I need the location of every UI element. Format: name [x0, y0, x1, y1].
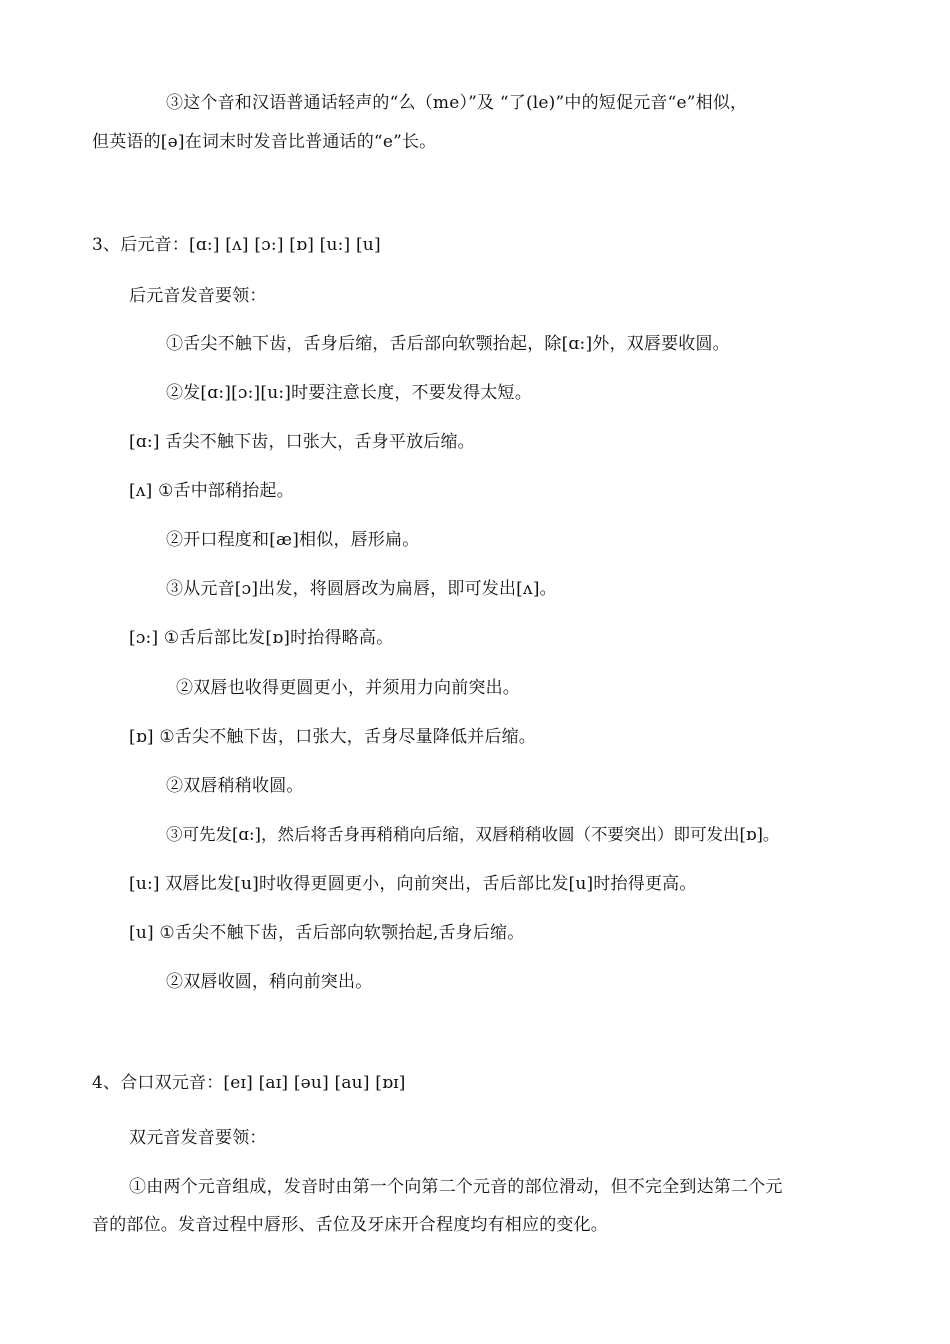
paragraph-line: ②双唇稍稍收圆。 — [166, 776, 304, 796]
paragraph-line: ③这个音和汉语普通话轻声的“么（me）”及 “了(le)”中的短促元音“e”相似， — [166, 93, 748, 113]
subheading: 双元音发音要领： — [129, 1128, 267, 1148]
paragraph-line: 但英语的[ə]在词末时发音比普通话的“e”长。 — [92, 132, 437, 152]
paragraph-line: 音的部位。发音过程中唇形、舌位及牙床开合程度均有相应的变化。 — [92, 1215, 608, 1235]
paragraph-line: ②双唇收圆，稍向前突出。 — [166, 972, 373, 992]
paragraph-line: ②双唇也收得更圆更小，并须用力向前突出。 — [176, 678, 520, 698]
paragraph-line: ①由两个元音组成，发音时由第一个向第二个元音的部位滑动，但不完全到达第二个元 — [129, 1177, 783, 1197]
paragraph-line: [ɔ:] ①舌后部比发[ɒ]时抬得略高。 — [129, 628, 394, 648]
section-heading: 4、合口双元音：[eɪ] [aɪ] [əu] [au] [ɒɪ] — [92, 1073, 406, 1093]
paragraph-line: ①舌尖不触下齿，舌身后缩，舌后部向软颚抬起，除[ɑ:]外，双唇要收圆。 — [166, 334, 730, 354]
paragraph-line: [ɒ] ①舌尖不触下齿，口张大，舌身尽量降低并后缩。 — [129, 727, 536, 747]
subheading: 后元音发音要领： — [129, 286, 267, 306]
paragraph-line: ③从元音[ɔ]出发，将圆唇改为扁唇，即可发出[ʌ]。 — [166, 579, 557, 599]
paragraph-line: ③可先发[ɑ:]，然后将舌身再稍稍向后缩，双唇稍稍收圆（不要突出）即可发出[ɒ]。 — [166, 825, 780, 844]
paragraph-line: [ɑ:] 舌尖不触下齿，口张大，舌身平放后缩。 — [129, 432, 475, 452]
paragraph-line: ②开口程度和[æ]相似，唇形扁。 — [166, 530, 420, 550]
paragraph-line: [ʌ] ①舌中部稍抬起。 — [129, 481, 294, 501]
paragraph-line: [u] ①舌尖不触下齿，舌后部向软颚抬起,舌身后缩。 — [129, 923, 525, 943]
paragraph-line: [u:] 双唇比发[u]时收得更圆更小，向前突出，舌后部比发[u]时抬得更高。 — [129, 874, 697, 894]
paragraph-line: ②发[ɑ:][ɔ:][u:]时要注意长度，不要发得太短。 — [166, 383, 532, 403]
section-heading: 3、后元音：[ɑ:] [ʌ] [ɔ:] [ɒ] [u:] [u] — [92, 235, 381, 255]
